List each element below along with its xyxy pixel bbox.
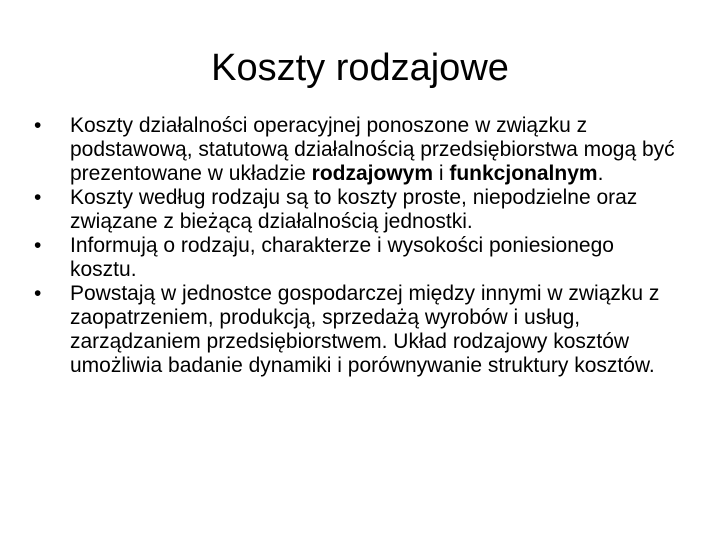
bullet-item xyxy=(34,234,682,282)
bullet-text: Koszty według rodzaju są to koszty proste, niepodzielne oraz związane z bieżącą działalnością jednostki. xyxy=(70,186,638,233)
bullet-item xyxy=(34,114,682,186)
bold-term-rodzajowym: rodzajowym xyxy=(311,162,434,185)
bullet-icon: • xyxy=(34,282,42,305)
bullet-item xyxy=(34,282,682,378)
bullet-text: Powstają w jednostce gospodarczej między innymi w związku z zaopatrzeniem, produkcją, sprzedażą wyrobów i usług, zarządzaniem przedsiębiorstwem. Układ rodzajowy kosztów umożliwia badanie dynamiki i porównywanie struktury kosztów. xyxy=(70,282,660,377)
bullet-icon: • xyxy=(34,234,42,257)
bullet-text: i xyxy=(433,162,450,185)
slide-title: Koszty rodzajowe xyxy=(211,47,509,89)
bold-term-funkcjonalnym: funkcjonalnym xyxy=(449,162,598,185)
bullet-text: . xyxy=(597,162,604,185)
bullet-text: Koszty działalności operacyjnej ponoszone w związku z podstawową, statutową działalnością przedsiębiorstwa mogą być prezentowane w układzie xyxy=(70,114,675,185)
bullet-item xyxy=(34,186,682,234)
bullet-text: Informują o rodzaju, charakterze i wysokości poniesionego kosztu. xyxy=(70,234,614,281)
bullet-list xyxy=(34,114,682,378)
bullet-icon: • xyxy=(34,114,42,137)
bullet-icon: • xyxy=(34,186,42,209)
